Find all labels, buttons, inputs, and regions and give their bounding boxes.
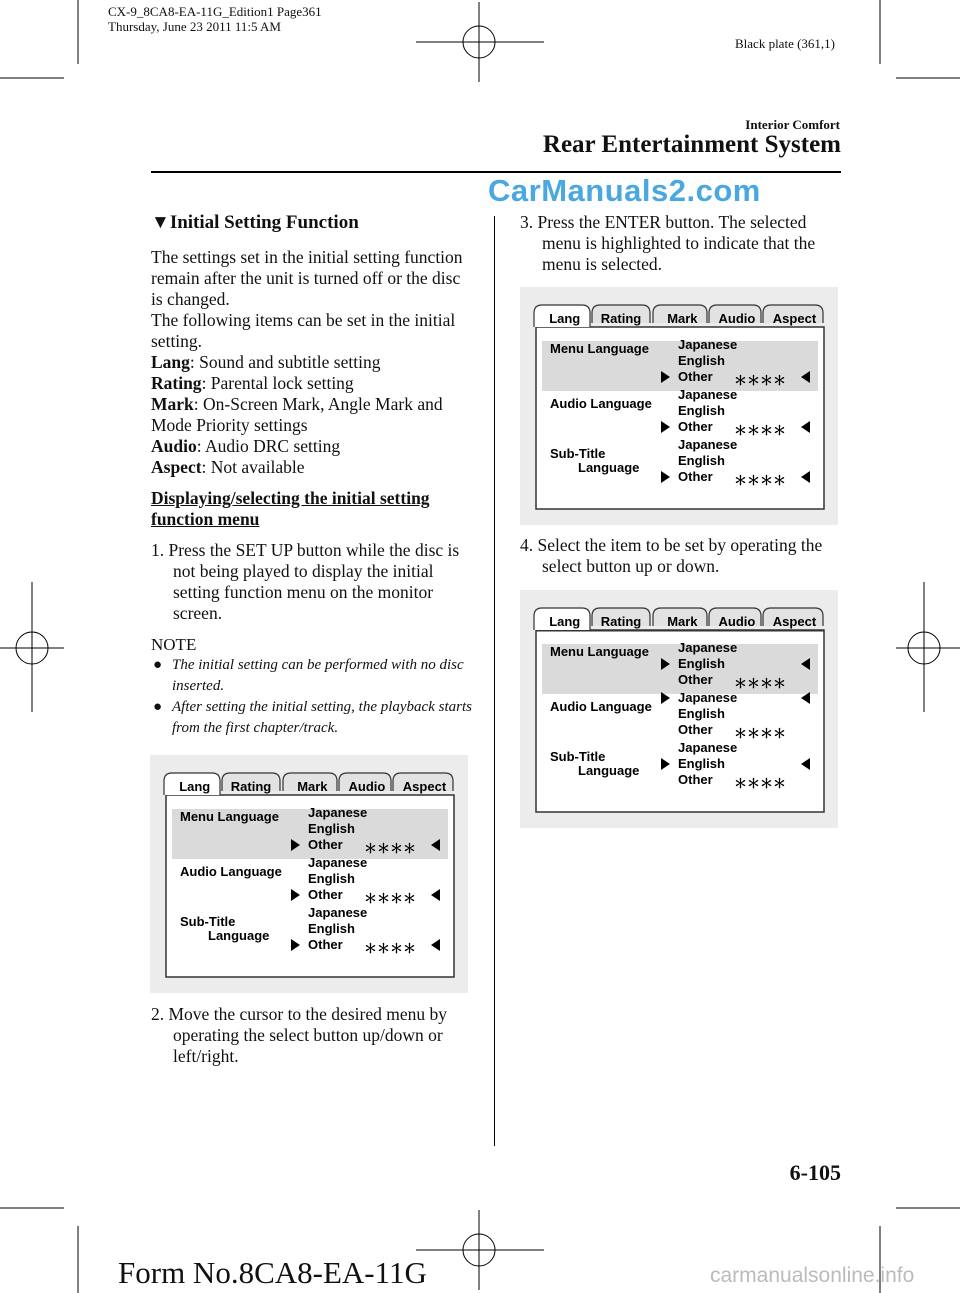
- setting-desc: : Parental lock setting: [201, 373, 354, 393]
- setting-desc: : Audio DRC setting: [196, 436, 341, 456]
- menu-option: English: [678, 756, 725, 771]
- menu-row-label: Audio Language: [550, 699, 652, 714]
- procedure-title: Displaying/selecting the initial setting function menu: [151, 488, 430, 529]
- menu-option: English: [308, 921, 355, 936]
- menu-row-label: Sub-Title: [550, 749, 606, 764]
- menu-tab-label: Lang: [549, 311, 581, 326]
- menu-option: English: [678, 403, 725, 418]
- subheading-text: Initial Setting Function: [169, 212, 359, 233]
- plate-label: Black plate (361,1): [735, 36, 835, 51]
- menu-stars: ＊＊＊＊: [364, 841, 417, 856]
- menu-stars: ＊＊＊＊: [734, 726, 787, 741]
- menu-option: Other: [678, 772, 713, 787]
- menu-tab-label: Mark: [667, 311, 698, 326]
- menu-option: Other: [308, 937, 343, 952]
- intro-paragraph-2: The following items can be set in the initial setting.: [151, 310, 456, 351]
- print-header-line1: CX-9_8CA8-EA-11G_Edition1 Page361: [108, 4, 322, 19]
- menu-tab-label: Aspect: [772, 614, 817, 629]
- step-4-block: [520, 535, 845, 577]
- menu-option: English: [678, 453, 725, 468]
- menu-option: Japanese: [308, 855, 368, 870]
- section-label: Interior Comfort: [745, 117, 840, 132]
- menu-row-label: Audio Language: [180, 864, 282, 879]
- menu-row-label: Audio Language: [550, 396, 652, 411]
- menu-option: Other: [678, 419, 713, 434]
- menu-tab-label: Audio: [718, 311, 756, 326]
- step-3-block: [520, 212, 845, 275]
- menu-option: Japanese: [678, 640, 738, 655]
- setting-audio: [151, 436, 476, 457]
- menu-option: Other: [678, 672, 713, 687]
- menu-tab-label: Audio: [348, 779, 386, 794]
- note-text: The initial setting can be performed with no disc inserted.: [172, 657, 464, 694]
- menu-row-label: Menu Language: [180, 809, 279, 824]
- setting-key: Audio: [151, 436, 197, 456]
- menu-svg: [520, 590, 838, 828]
- step-1: 1. Press the SET UP button while the disc is not being played to display the initial setting function menu on the monitor screen.: [151, 540, 460, 623]
- setting-key: Rating: [151, 373, 202, 393]
- note-title: NOTE: [151, 635, 197, 654]
- note-text: After setting the initial setting, the playback starts from the first chapter/track.: [172, 699, 472, 736]
- note-item-2: [151, 697, 476, 739]
- menu-tab-label: Rating: [600, 614, 642, 629]
- print-header-line2: Thursday, June 23 2011 11:5 AM: [108, 19, 281, 34]
- menu-row-label: Menu Language: [550, 341, 649, 356]
- step-2: 2. Move the cursor to the desired menu by operating the select button up/down or left/right.: [151, 1004, 447, 1066]
- menu-tab-label: Lang: [549, 614, 581, 629]
- menu-tab-label: Rating: [600, 311, 642, 326]
- menu-row-label: Sub-Title: [180, 914, 236, 929]
- menu-tab-label: Mark: [297, 779, 328, 794]
- column-divider: [494, 216, 495, 1146]
- step-4: 4. Select the item to be set by operating the select button up or down.: [520, 535, 823, 576]
- triangle-down-icon: ▼: [151, 212, 170, 233]
- menu-option: Other: [308, 887, 343, 902]
- chapter-title: Rear Entertainment System: [542, 131, 841, 158]
- menu-row-label: Language: [578, 460, 640, 475]
- menu-option: Other: [308, 837, 343, 852]
- menu-svg: [520, 287, 838, 525]
- menu-tab-label: Audio: [718, 614, 756, 629]
- setting-key: Lang: [151, 352, 190, 372]
- print-header-left: [108, 4, 322, 34]
- menu-stars: ＊＊＊＊: [734, 676, 787, 691]
- menu-option: Other: [678, 722, 713, 737]
- menu-row-label: Language: [578, 763, 640, 778]
- bullet-icon: ●: [153, 657, 163, 673]
- menu-option: Other: [678, 369, 713, 384]
- setting-key: Aspect: [151, 457, 202, 477]
- menu-option: Japanese: [308, 805, 368, 820]
- menu-option: Japanese: [678, 337, 738, 352]
- setting-desc: : On-Screen Mark, Angle Mark and Mode Priority settings: [151, 394, 443, 435]
- setting-key: Mark: [151, 394, 194, 414]
- menu-stars: ＊＊＊＊: [734, 423, 787, 438]
- menu-option: English: [308, 821, 355, 836]
- menu-tab-label: Mark: [667, 614, 698, 629]
- menu-row-label: Language: [208, 928, 270, 943]
- menu-option: English: [678, 656, 725, 671]
- setting-desc: : Not available: [201, 457, 305, 477]
- step-2-block: [151, 1004, 476, 1067]
- menu-stars: ＊＊＊＊: [364, 941, 417, 956]
- menu-option: English: [678, 706, 725, 721]
- bullet-icon: ●: [153, 699, 163, 715]
- setting-lang: [151, 352, 476, 373]
- menu-option: English: [308, 871, 355, 886]
- menu-option: Japanese: [678, 387, 738, 402]
- page-number: 6-105: [789, 1160, 841, 1185]
- menu-row-label: Menu Language: [550, 644, 649, 659]
- menu-tab-rule: [536, 630, 824, 632]
- form-number: Form No.8CA8-EA-11G: [118, 1255, 427, 1290]
- menu-tab-label: Lang: [179, 779, 211, 794]
- subheading: [151, 212, 476, 233]
- menu-option: Japanese: [678, 690, 738, 705]
- menu-option: Other: [678, 469, 713, 484]
- menu-tab-label: Rating: [230, 779, 272, 794]
- menu-row-label: Sub-Title: [550, 446, 606, 461]
- menu-stars: ＊＊＊＊: [734, 776, 787, 791]
- menu-screen-step3: [520, 287, 838, 525]
- intro-paragraph-1: The settings set in the initial setting function remain after the unit is turned off or the disc is changed.: [151, 247, 463, 309]
- menu-tab-label: Aspect: [402, 779, 447, 794]
- note-item-1: [151, 655, 476, 697]
- setting-rating: [151, 373, 476, 394]
- menu-svg: [150, 755, 468, 993]
- menu-screen-step1: [150, 755, 468, 993]
- step-3: 3. Press the ENTER button. The selected menu is highlighted to indicate that the menu is selected.: [520, 212, 816, 274]
- menu-option: Japanese: [678, 740, 738, 755]
- menu-option: English: [678, 353, 725, 368]
- menu-screen-step4: [520, 590, 838, 828]
- watermark-top: CarManuals2.com: [488, 173, 761, 208]
- left-column: [151, 212, 476, 739]
- menu-tab-label: Aspect: [772, 311, 817, 326]
- menu-option: Japanese: [678, 437, 738, 452]
- menu-stars: ＊＊＊＊: [734, 473, 787, 488]
- menu-stars: ＊＊＊＊: [734, 373, 787, 388]
- menu-stars: ＊＊＊＊: [364, 891, 417, 906]
- menu-option: Japanese: [308, 905, 368, 920]
- watermark-bottom: carmanualsonline.info: [710, 1264, 915, 1287]
- setting-mark: [151, 394, 476, 436]
- setting-aspect: [151, 457, 476, 478]
- setting-desc: : Sound and subtitle setting: [189, 352, 381, 372]
